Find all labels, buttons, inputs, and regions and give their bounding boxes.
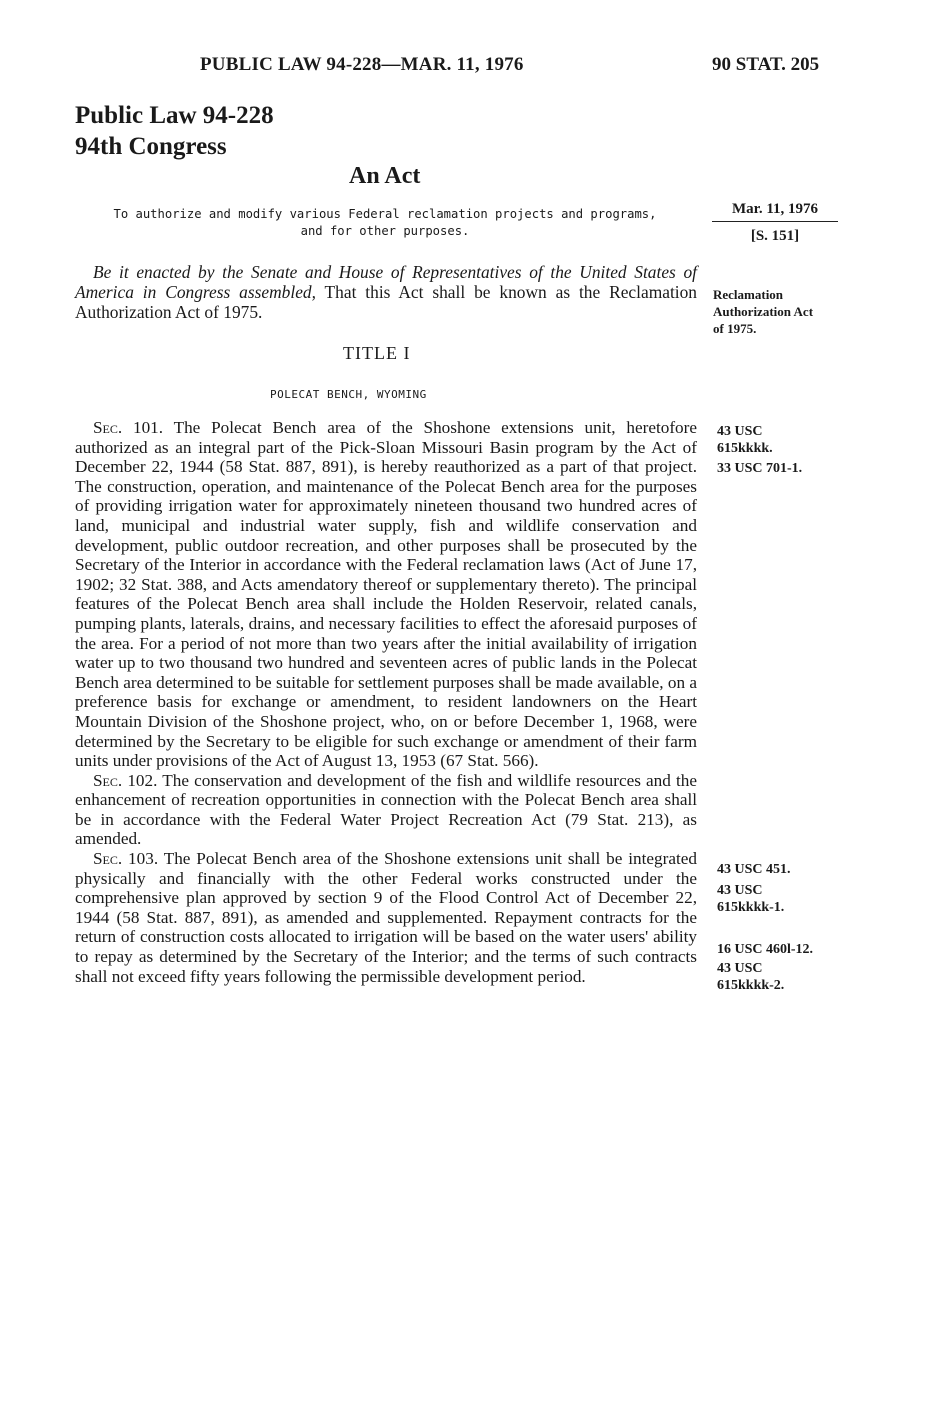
purpose-line: To authorize and modify various Federal reclamation projects and programs, [113,207,657,221]
section-paragraph [75,849,697,986]
section-label: Sec. 101. [93,418,164,437]
act-purpose [75,206,695,240]
margin-note-line: 615kkkk. [717,441,773,456]
section-text: The Polecat Bench area of the Shoshone extensions unit shall be integrated physically and financially with the other Federal works constructed under the comprehensive plan approved by section 9 of the Flood Control Act of December 22, 1944 (58 Stat. 887, 891), as amended and supplemented. Repayment contracts for the return of construction costs allocated to irrigation will be based on the water users' ability to repay as determined by the Secretary of the Interior; and the terms of such contracts shall not exceed fifty years following the permissible development period. [75,849,697,986]
purpose-line: and for other purposes. [300,224,470,238]
margin-note-line: of 1975. [713,321,757,336]
margin-date-box [712,201,838,245]
bill-number: [S. 151] [750,228,800,244]
congress-number: 94th Congress [75,133,227,160]
short-title-margin-note [713,286,813,337]
enacting-clause [75,262,697,322]
stat-page-number: 90 STAT. 205 [712,54,820,75]
margin-note-line: 43 USC [717,424,763,439]
margin-note-usc [717,423,773,457]
margin-note-line: 615kkkk-1. [717,900,785,915]
enactment-date: Mar. 11, 1976 [712,201,838,222]
sections-body [75,418,697,986]
act-label: An Act [349,163,421,189]
section-paragraph [75,418,697,771]
section-text: The conservation and development of the fish and wildlife resources and the enhancement of recreation opportunities in connection with the Polecat Bench area shall be in accordance with the Federal Water Project Recreation Act (79 Stat. 213), as amended. [75,770,697,849]
margin-note-usc [717,960,784,994]
public-law-number: Public Law 94-228 [75,102,274,129]
margin-note-usc: 33 USC 701-1. [717,461,803,476]
margin-note-usc: 43 USC 451. [717,862,791,877]
margin-note-line: 615kkkk-2. [717,978,785,993]
law-heading [75,100,274,162]
section-text: The Polecat Bench area of the Shoshone extensions unit, heretofore authorized as an integral part of the Pick-Sloan Missouri Basin program by the Act of December 22, 1944 (58 Stat. 887, 891), is hereby reauthorized as a part of that project. The construction, operation, and maintenance of the Polecat Bench area for the purposes of providing irrigation water for approximately nineteen thousand two hundred acres of land, municipal and industrial water supply, fish and wildlife conservation and development, public outdoor recreation, and other purposes shall be prosecuted by the Secretary of the Interior in accordance with the Federal reclamation laws (Act of June 17, 1902; 32 Stat. 388, and Acts amendatory thereof or supplementary thereto). The principal features of the Polecat Bench area shall include the Holden Reservoir, related canals, pumping plants, laterals, drains, and necessary facilities to effect the aforesaid purposes of the area. For a period of not more than two years after the initial availability of irrigation water up to two thousand two hundred and seventeen acres of public lands in the Polecat Bench area determined to be suitable for settlement purposes shall be made available, on a preference basis for exchange or amendment, to resident landowners on the Heart Mountain Division of the Shoshone project, who, on or before December 1, 1968, were determined by the Secretary to be eligible for such exchange or amendment of their farm units under provisions of the Act of August 13, 1953 (67 Stat. 566). [75,418,697,771]
section-label: Sec. 103. [93,849,159,869]
margin-note-line: Reclamation [713,287,784,302]
section-paragraph [75,771,697,849]
running-head: PUBLIC LAW 94-228—MAR. 11, 1976 [200,54,524,75]
margin-note-line: Authorization Act [713,304,814,319]
margin-note-line: 43 USC [717,961,763,976]
margin-note-line: 43 USC [717,883,763,898]
margin-note-usc: 16 USC 460l-12. [717,942,814,957]
short-title-text: That this Act shall be known as the Reclamation Authorization Act of 1975. [75,282,697,322]
enacting-formula: Be it enacted by the Senate and House of Representatives of the United States of America in Congress assembled, [75,262,697,302]
title-subheading: POLECAT BENCH, WYOMING [270,388,427,401]
title-heading: TITLE I [343,343,411,363]
margin-note-usc [717,882,784,916]
section-label: Sec. 102. [93,770,158,790]
